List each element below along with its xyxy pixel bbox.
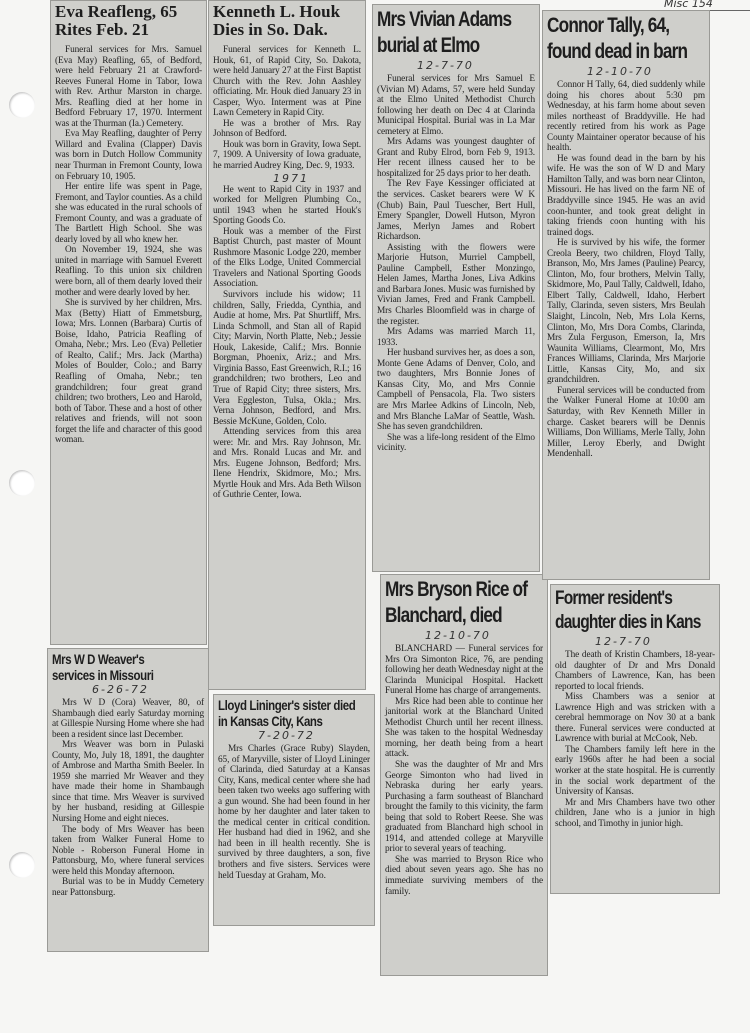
headline: Lloyd Lininger's sister died in Kansas City, Kans [218, 697, 356, 729]
paragraph: Mrs Weaver was born in Pulaski County, Mo, July 18, 1891, the daughter of Ambrose and Martha Smith Beeler. In 1959 she married Mr Weaver and they have made their home in Shambaugh since that time. Mrs Weaver is survived by her husband, residing at Gillespie Nursing Home and eight nieces. [52, 740, 204, 825]
paragraph: The Rev Faye Kessinger officiated at the services. Casket bearers were W K (Chub) Bain, Paul Tuescher, Bert Hull, Emery Spangler, Dowell Hutson, Myron James, Merlyn James and Robert Richardson. [377, 179, 535, 243]
handwritten-date: 12-7-70 [417, 59, 474, 72]
paragraph: Mrs Charles (Grace Ruby) Slayden, 65, of Maryville, sister of Lloyd Lininger of Clarinda, died Saturday at a Kansas City, Kans, medical center where she had been taken two weeks ago suffering with a gun wound. She had been found in her home by her daughter and later taken to the medical center in critical condition. Her husband had died in 1962, and she had been in ill health recently. She is survived by three daughters, a son, five brothers and five sisters. Services were held Tuesday at Graham, Mo. [218, 744, 370, 881]
paragraph: Assisting with the flowers were Marjorie Hutson, Murriel Campbell, Pauline Campbell, Esther Monzingo, Helen James, Martha Jones, Liva Adkins and Barbara Jones. Music was furnished by Vivian James, Fred and Frank Campbell. Mrs Charles Bloomfield was in charge of the register. [377, 242, 535, 327]
paragraph: Houk was a member of the First Baptist Church, past master of Mount Rushmore Masonic Lodge 220, member of the Elks Lodge, United Commercial Travelers and National Sporting Goods Association. [213, 226, 361, 290]
paragraph: Funeral services for Kenneth L. Houk, 61, of Rapid City, So. Dakota, were held January 27 at the First Baptist Church with the Rev. John Aashley officiating. Mr. Houk died January 23 in Casper, Wyo. Interment was at Pine Lawn Cemetery in Rapid City. [213, 45, 361, 119]
handwritten-date: 6-26-72 [92, 683, 149, 696]
paragraph: She was the daughter of Mr and Mrs George Simonton who had lived in Nebraska during her early years. Purchasing a farm southeast of Blanchard brought the family to this vicinity, the farm being that sold to Robert Reese. She was graduated from Blanchard high school in 1914, and attended college at Maryville prior to several years of teaching. [385, 760, 543, 855]
paragraph: Funeral services will be conducted from the Walker Funeral Home at 10:00 am Saturday, with Rev Kenneth Miller in charge. Casket bearers will be Dennis Williams, Don Williams, Merle Tally, John Miller, Leroy Eberly, and Dwight Mendenhall. [547, 385, 705, 460]
clipping-weaver [47, 648, 209, 952]
paragraph: Her entire life was spent in Page, Fremont, and Taylor counties. As a child she was educated in the rural schools of Fremont County, and was a graduate of The Bartlett High School. She was dearly loved by all who knew her. [55, 182, 203, 245]
handwritten-date: 12-10-70 [587, 65, 653, 78]
paragraph: The Chambers family left here in the early 1960s after he had been a social worker at the state hospital. He is currently in the social work department of the University of Kansas. [555, 744, 715, 798]
clipping-lininger [213, 694, 375, 926]
paragraph: Mrs Adams was youngest daughter of Grant and Ruby Elrod, born Feb 9, 1913. Her recent illness caused her to be hospitalized for 25 days prior to her death. [377, 137, 535, 179]
paragraph: Attending services from this area were: Mr. and Mrs. Ray Johnson, Mr. and Mrs. Ronald Lucas and Mr. and Mrs. Eugene Johnson, Bedford; Mrs. Ilene Hendrix, Skidmore, Mo.; Mrs. Myrtle Houk and Mrs. Ada Beth Wilson of Guthrie Center, Iowa. [213, 427, 361, 501]
paragraph: Connor H Tally, 64, died suddenly while doing his chores about 5:30 pm Wednesday, at his farm home about seven miles northeast of Braddyville. He had recently retired from his work as Page County Maintainer operator because of his health. [547, 80, 705, 154]
paragraph: Burial was to be in Muddy Cemetery near Pattonsburg. [52, 877, 204, 898]
paragraph: She is survived by her children, Mrs. Max (Betty) Hiatt of Emmetsburg, Iowa; Mrs. Lonnen (Barbara) Curtis of Boise, Idaho, Patricia Reafling of Omaha, Nebr.; Mrs. Leo (Eva) Pelletier of Realto, Calif.; Mrs. Jack (Martha) Moles of Boulder, Colo.; and Barry Reafling of Omaha, Nebr.; ten grandchildren; four great grand children; two brothers, Leo and Harold, both of Tabor. These and a host of other relatives and friends, will not soon forget the life and character of this good woman. [55, 298, 202, 446]
handwritten-date: 7-20-72 [258, 729, 315, 742]
clipping-chambers [550, 584, 720, 894]
paragraph: The death of Kristin Chambers, 18-year-old daughter of Dr and Mrs Donald Chambers of Lawrence, Kan, has been reported to local friends. [555, 650, 715, 692]
paragraph: Funeral services for Mrs. Samuel (Eva May) Reafling, 65, of Bedford, were held February 21 at Crawford-Reeves Funeral Home in Tabor, Iowa with Rev. Arthur Marston in charge. Mrs. Reafling died at her home in Bedford February 17, 1970. Interment was at the Thurman (Ia.) Cemetery. [55, 45, 202, 129]
paragraph: Funeral services for Mrs Samuel E (Vivian M) Adams, 57, were held Sunday at the Elmo United Methodist Church following her death on Dec 4 at Clarinda Municipal Hospital. Burial was in La Mar cemetery at Elmo. [377, 74, 535, 137]
handwritten-date: 12-7-70 [595, 635, 652, 648]
paragraph: He is survived by his wife, the former Creola Beery, two children, Floyd Tally, Branson, Mo, Mrs James (Pauline) Pearcy, Clinton, Mo, four brothers, Melvin Tally, Skidmore, Mo, Paul Tally, Caldwell, Idaho, Elbert Tally, Caldwell, Idaho, Herbert Tally, Clarinda, seven sisters, Mrs Beulah Slaight, Lincoln, Neb, Mrs Lola Kerns, Clinton, Mo, Mrs Dora Combs, Clarinda, Mrs Zula Ferguson, Emerson, Ia, Mrs Waunita Williams, Clearmont, Mo, Mrs Frances Williams, Clarinda, Mrs Marjorie Little, Kansas City, Mo, and six grandchildren. [547, 238, 705, 386]
paragraph: Mrs W D (Cora) Weaver, 80, of Shambaugh died early Saturday morning at Gillespie Nursing Home where she had been a resident since last December. [52, 698, 204, 740]
headline: Former resident's daughter dies in Kans [555, 588, 701, 633]
paragraph: She was a life-long resident of the Elmo vicinity. [377, 432, 535, 454]
headline: Eva Reafleng, 65 Rites Feb. 21 [55, 2, 178, 39]
clipping-tally [542, 10, 710, 580]
headline: Mrs W D Weaver's services in Missouri [52, 651, 154, 683]
binder-hole [9, 92, 35, 118]
paragraph: Houk was born in Gravity, Iowa Sept. 7, 1909. A University of Iowa graduate, he married Audrey King, Dec. 9, 1933. [213, 139, 361, 172]
page-note: Misc 154 [664, 0, 713, 10]
headline: Mrs Bryson Rice of Blanchard, died [385, 578, 528, 627]
handwritten-year: 1971 [273, 171, 309, 185]
paragraph: On November 19, 1924, she was united in marriage with Samuel Everett Reafling. To this union six children were born, all of them dearly loved their mother and were dearly loved by her. [55, 245, 202, 298]
paragraph: Miss Chambers was a senior at Lawrence High and was stricken with a cerebral hemmorage on Nov 30 at a bank there. Funeral services were conducted at Lawrence with burial at McCook, Neb. [555, 692, 715, 745]
paragraph: He was found dead in the barn by his wife. He was the son of W D and Mary Hamilton Tally, and was born near Clinton, Missouri. He has lived on the farm NE of Braddyville since 1945. He was an avid coon-hunter, and took great delight in taking friends coon hunting with his trained dogs. [547, 153, 705, 238]
binder-hole [9, 852, 35, 878]
paragraph: The body of Mrs Weaver has been taken from Walker Funeral Home to Noble - Roberson Funeral Home in Pattonsburg, Mo, where funeral services were held this Monday afternoon. [52, 824, 204, 877]
paragraph: Mr and Mrs Chambers have two other children, Jane who is a junior in high school, and Timothy in junior high. [555, 797, 715, 829]
headline: Connor Tally, 64, found dead in barn [547, 14, 688, 63]
paragraph: She was married to Bryson Rice who died about seven years ago. She has no immediate surviving members of the family. [385, 854, 543, 897]
paragraph: Survivors include his widow; 11 children, Sally, Friedda, Cynthia, and Audie at home, Mrs. Pat Shurtliff, Mrs. Linda Schmoll, and Stan all of Rapid City; Marvin, North Platte, Neb.; Jessie Houk, Lakeside, Calif.; Mrs. Bonnie Borgman, Phoenix, Ariz.; and Mrs. Virginia Basso, East Greenwich, R.I.; 16 grandchildren; two brothers, Leo and True of Rapid City; three sisters, Mrs. Vera Eggleston, Tulsa, Okla.; Mrs. Verna Johnson, Bedford, and Mrs. Bessie McKune, Golden, Colo. [213, 290, 361, 427]
clipping-reafling [50, 0, 207, 645]
paragraph: Eva May Reafling, daughter of Perry Willard and Evalina (Clapper) Davis was born in Dutch Hollow Community near Thurman in Fremont County, Iowa on February 10, 1905. [55, 129, 202, 182]
headline: Mrs Vivian Adams burial at Elmo [377, 8, 512, 57]
paragraph: BLANCHARD — Funeral services for Mrs Ora Simonton Rice, 76, are pending following her death Wednesday night at the Clarinda Municipal Hospital. Hackett Funeral Home has charge of arrangements. [385, 644, 543, 697]
paragraph: Mrs Rice had been able to continue her janitorial work at the Blanchard United Methodist Church until her recent illness. She was taken to the hospital Wednesday morning, her death being from a heart attack. [385, 696, 543, 760]
clipping-adams [372, 4, 540, 572]
paragraph: He was a brother of Mrs. Ray Johnson of Bedford. [213, 118, 361, 140]
paragraph: Her husband survives her, as does a son, Monte Gene Adams of Denver, Colo, and two daughters, Mrs Bonnie Jones of Kansas City, Mo, and Mrs Connie Campbell of Pensacola, Fla. Two sisters are Mrs Marlee Adkins of Lincoln, Neb, and Mrs Blanche LaMar of Seattle, Wash. She has seven grandchildren. [377, 348, 535, 433]
headline: Kenneth L. Houk Dies in So. Dak. [213, 2, 341, 39]
binder-hole [9, 470, 35, 496]
handwritten-date: 12-10-70 [425, 629, 491, 642]
clipping-rice [380, 574, 548, 976]
paragraph: Mrs Adams was married March 11, 1933. [377, 327, 535, 348]
paragraph: He went to Rapid City in 1937 and worked for Mellgren Plumbing Co., until 1943 when he started Houk's Sporting Goods Co. [213, 184, 361, 227]
clipping-houk [208, 0, 366, 690]
